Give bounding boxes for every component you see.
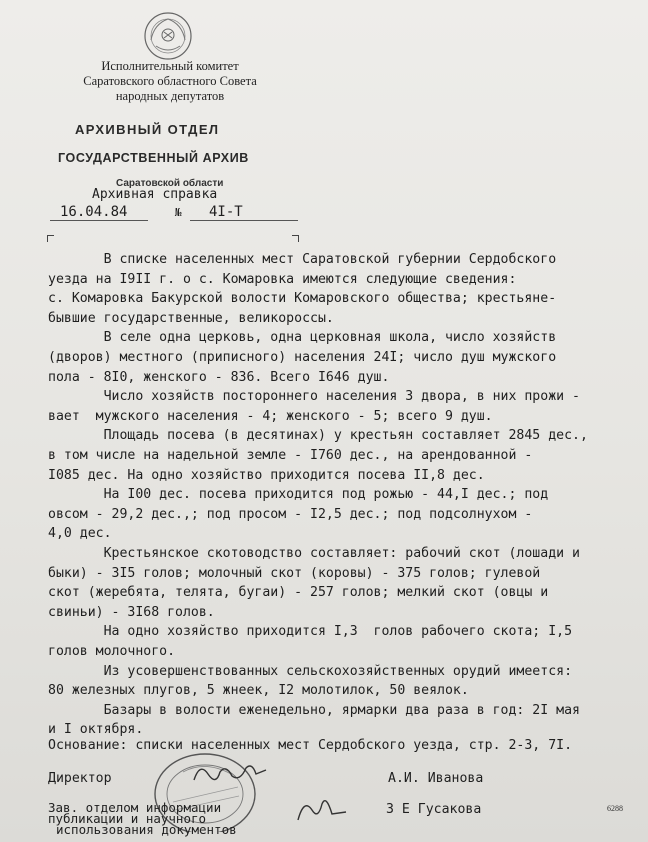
body-line: (дворов) местного (приписного) населения 24I; число душ мужского xyxy=(48,350,557,365)
body-line: уезда на I9II г. о с. Комаровка имеются следующие сведения: xyxy=(48,271,517,287)
doc-date: 16.04.84 xyxy=(60,204,128,220)
org-line-3: народных депутатов xyxy=(115,89,225,103)
body-line: свиньи) - 3I68 голов. xyxy=(48,604,215,620)
number-underline xyxy=(190,220,298,221)
body-line: голов молочного. xyxy=(48,644,176,659)
body-line: овсом - 29,2 дес.,; под просом - I2,5 дес.; под подсолнухом - xyxy=(48,506,533,522)
footer-number: 6288 xyxy=(607,804,623,813)
doc-number: 4I-Т xyxy=(209,204,243,220)
director-name: А.И. Иванова xyxy=(388,771,484,786)
basis-line: Основание: списки населенных мест Сердобского уезда, стр. 2-3, 7I. xyxy=(48,738,573,753)
archive-title: ГОСУДАРСТВЕННЫЙ АРХИВ xyxy=(58,151,249,165)
body-line: На I00 дес. посева приходится под рожью - 44,I дес.; под xyxy=(48,487,549,503)
body-line: Площадь посева (в десятинах) у крестьян составляет 2845 дес., xyxy=(48,428,588,444)
body-line: скот (жеребята, телята, бугаи) - 257 голов; мелкий скот (овцы и xyxy=(48,585,549,601)
head-title-1: Зав. отделом информации xyxy=(48,800,222,815)
body-line: На одно хозяйство приходится I,3 голов рабочего скота; I,5 xyxy=(48,624,573,640)
head-name: З Е Гусакова xyxy=(386,802,482,817)
head-title-2: публикации и научного xyxy=(48,811,207,826)
org-line-1: Исполнительный комитет xyxy=(101,59,239,73)
state-emblem-icon xyxy=(142,10,194,62)
body-line: Из усовершенствованных сельскохозяйственных орудий имеется: xyxy=(48,663,573,679)
body-line: В селе одна церковь, одна церковная школа, число хозяйств xyxy=(48,330,557,346)
body-line: быки) - 3I5 голов; молочный скот (коровы) - 375 голов; гулевой xyxy=(48,565,541,581)
body-line: вает мужского населения - 4; женского - 5; всего 9 душ. xyxy=(48,408,493,424)
doc-type: Архивная справка xyxy=(92,187,218,202)
body-line: Число хозяйств постороннего населения 3 двора, в них прожи - xyxy=(48,389,580,405)
body-line: I085 дес. На одно хозяйство приходится посева II,8 дес. xyxy=(48,467,485,483)
body-line: в том числе на надельной земле - I760 дес., на арендованной - xyxy=(48,448,533,463)
corner-mark-right xyxy=(292,235,299,242)
region-label: Саратовской области xyxy=(116,178,224,189)
director-title: Директор xyxy=(48,771,112,786)
body-line: бывшие государственные, великороссы. xyxy=(48,310,334,326)
body-line: 4,0 дес. xyxy=(48,526,112,542)
body-line: В списке населенных мест Саратовской губернии Сердобского xyxy=(48,252,557,267)
head-title-3: использования документов xyxy=(56,822,237,837)
body-line: Крестьянское скотоводство составляет: рабочий скот (лошади и xyxy=(48,546,580,561)
body-line: пола - 8I0, женского - 836. Всего I646 душ. xyxy=(48,369,390,385)
date-underline xyxy=(50,220,148,221)
corner-mark-left xyxy=(47,235,54,242)
director-signature xyxy=(190,758,270,788)
body-line: и I октября. xyxy=(48,722,144,738)
org-line-2: Саратовского областного Совета xyxy=(83,74,257,88)
head-signature xyxy=(292,790,352,830)
body-line: 80 железных плугов, 5 жнеек, I2 молотилок, 50 веялок. xyxy=(48,683,469,699)
department-title: АРХИВНЫЙ ОТДЕЛ xyxy=(75,122,220,137)
number-sign: № xyxy=(175,206,182,219)
body-line: Базары в волости еженедельно, ярмарки два раза в год: 2I мая xyxy=(48,702,580,718)
body-line: с. Комаровка Бакурской волости Комаровского общества; крестьяне- xyxy=(48,291,557,307)
